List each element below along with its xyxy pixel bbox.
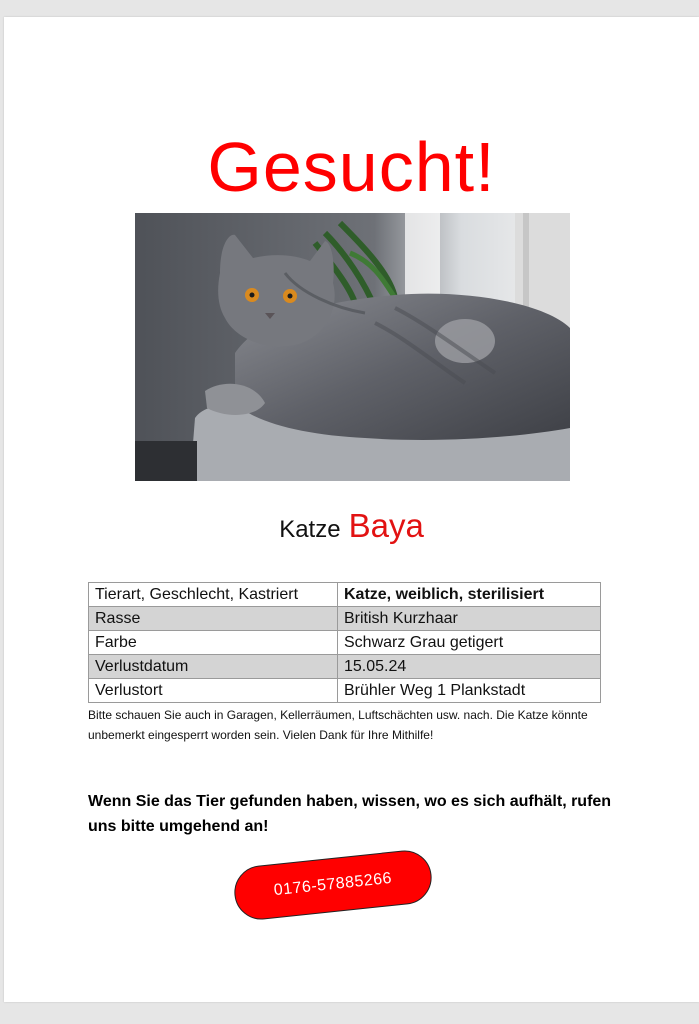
row-label: Verlustdatum	[89, 655, 338, 679]
headline: Gesucht!	[207, 128, 496, 206]
search-notice: Bitte schauen Sie auch in Garagen, Kellerräumen, Luftschächten usw. nach. Die Katze könnte unbemerkt eingesperrt worden sein. Vielen Dank für Ihre Mithilfe!	[88, 708, 588, 742]
cat-photo-icon	[135, 213, 570, 481]
row-value: Schwarz Grau getigert	[338, 631, 601, 655]
row-value: 15.05.24	[338, 655, 601, 679]
row-label: Verlustort	[89, 679, 338, 703]
poster-page	[4, 17, 699, 1002]
row-value: British Kurzhaar	[338, 607, 601, 631]
row-label: Farbe	[89, 631, 338, 655]
call-to-action: Wenn Sie das Tier gefunden haben, wissen, wo es sich aufhält, rufen uns bitte umgehend an!	[88, 793, 612, 835]
details-table	[88, 582, 601, 703]
cat-photo	[135, 213, 570, 481]
phone-number-badge[interactable]	[232, 848, 435, 922]
table-row	[89, 583, 601, 607]
row-value: Katze, weiblich, sterilisiert	[338, 583, 601, 607]
row-label: Tierart, Geschlecht, Kastriert	[89, 583, 338, 607]
phone-number[interactable]: 0176-57885266	[273, 869, 393, 900]
table-row	[89, 655, 601, 679]
row-label: Rasse	[89, 607, 338, 631]
animal-type: Katze	[279, 516, 341, 543]
table-row	[89, 607, 601, 631]
row-value: Brühler Weg 1 Plankstadt	[338, 679, 601, 703]
table-row	[89, 631, 601, 655]
table-row	[89, 679, 601, 703]
cat-name-line	[4, 507, 699, 545]
animal-name: Baya	[348, 507, 424, 544]
